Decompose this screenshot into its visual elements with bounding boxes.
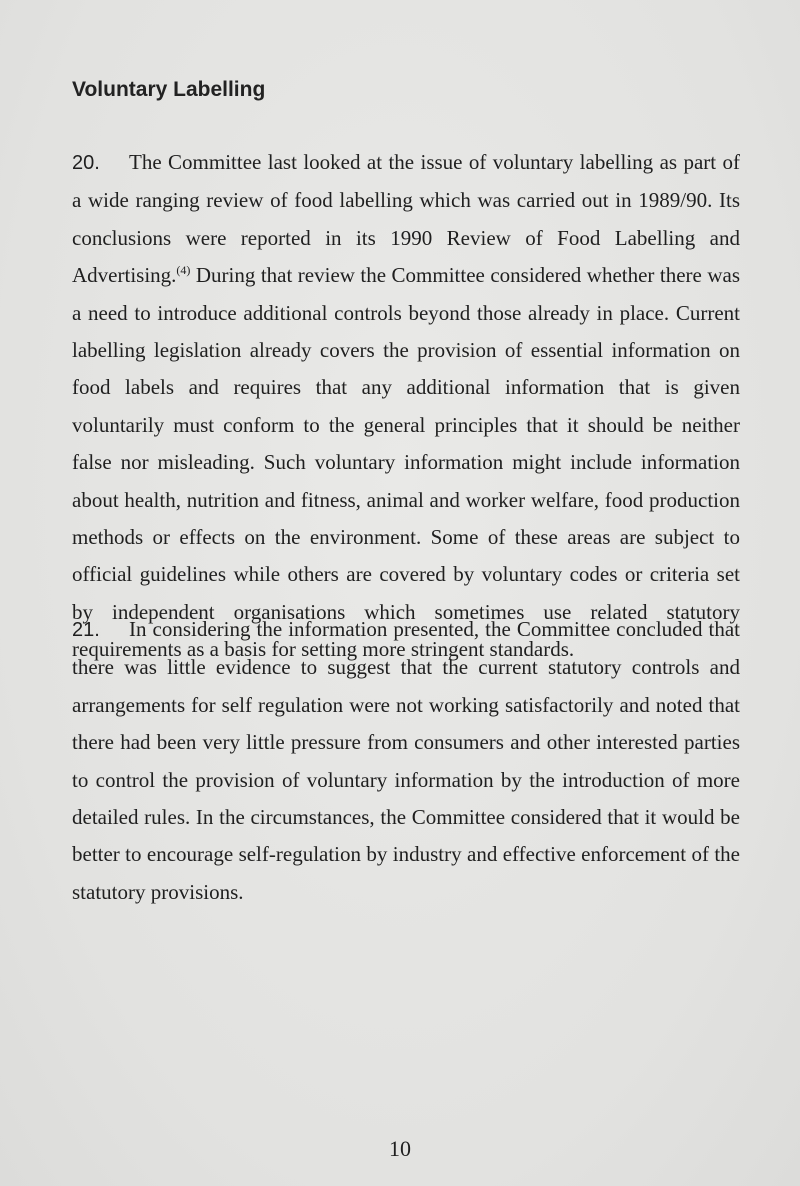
paragraph-text: In considering the information presented, the Committee concluded that there was little evidence to suggest that the current statutory controls and arrangements for self regulation were not working satisfactorily and noted that there had been very little pressure from consumers and other interested parties to control the provision of voluntary information by the introduction of more detailed rules. In the circumstances, the Committee considered that it would be better to encourage self-regulation by industry and effective enforcement of the statutory provisions. (72, 617, 740, 904)
paragraph-20 (72, 144, 740, 669)
paragraph-text: The Committee last looked at the issue of voluntary labelling as part of a wide ranging review of food labelling which was carried out in 1989/90. Its conclusions were reported in its 1990 Review of Food Labelling and Advertising. (72, 150, 740, 288)
section-heading: Voluntary Labelling (72, 78, 266, 101)
page-number: 10 (389, 1136, 411, 1161)
paragraph-text-continued: During that review the Committee considered whether there was a need to introduce additional controls beyond those already in place. Current labelling legislation already covers the provision of essential information on food labels and requires that any additional information that is given voluntarily must conform to the general principles that it should be neither false nor misleading. Such voluntary information might include information about health, nutrition and fitness, animal and worker welfare, food production methods or effects on the environment. Some of these areas are subject to official guidelines while others are covered by voluntary codes or criteria set by independent organisations which sometimes use related statutory requirements as a basis for setting more stringent standards. (72, 263, 740, 662)
paragraph-number: 21. (72, 619, 100, 641)
paragraph-21 (72, 611, 740, 911)
paragraph-number: 20. (72, 152, 100, 174)
footnote-reference: (4) (176, 263, 191, 278)
